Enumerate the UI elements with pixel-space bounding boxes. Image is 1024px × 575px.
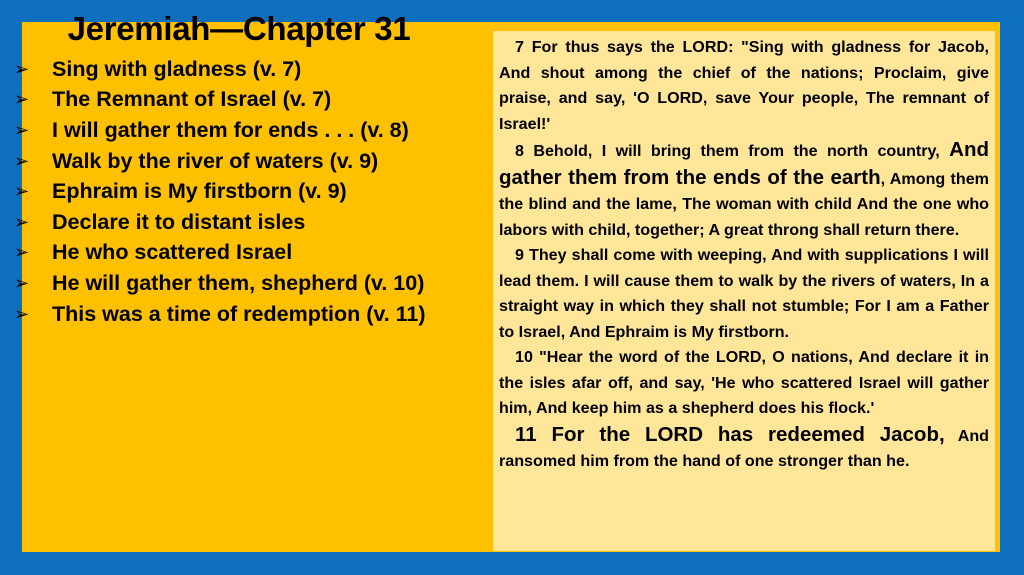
- verse-11-rest: And ransomed him from the hand of one stronger than he.: [499, 426, 989, 470]
- verse-9: 9 They shall come with weeping, And with supplications I will lead them. I will cause them to walk by the rivers of waters, In a straight way in which they shall not stumble; For I am a Father to Israel, And Ephraim is My firstborn.: [499, 246, 989, 341]
- arrow-bullet-icon: ➢: [14, 89, 30, 110]
- bullet-text: He will gather them, shepherd (v. 10): [52, 270, 425, 295]
- bullet-text: I will gather them for ends . . . (v. 8): [52, 117, 409, 142]
- list-item: [14, 115, 426, 146]
- arrow-bullet-icon: ➢: [14, 181, 30, 202]
- arrow-bullet-icon: ➢: [14, 211, 30, 232]
- list-item: [14, 207, 426, 238]
- verse-10: 10 "Hear the word of the LORD, O nations, And declare it in the isles afar off, and say, 'He who scattered Israel will gather him, And keep him as a shepherd does his flock.': [499, 348, 989, 417]
- list-item: [14, 176, 426, 207]
- verse-8-rest: , Among them the blind and the lame, The woman with child And the one who labors with child, together; A great throng shall return there.: [499, 169, 989, 239]
- arrow-bullet-icon: ➢: [14, 150, 30, 171]
- verse-11: [499, 422, 989, 475]
- bullet-text: Ephraim is My firstborn (v. 9): [52, 179, 347, 204]
- list-item: [14, 146, 426, 177]
- verse-7: 7 For thus says the LORD: "Sing with gladness for Jacob, And shout among the chief of the nations; Proclaim, give praise, and say, 'O LORD, save Your people, The remnant of Israel!': [499, 38, 989, 133]
- outline-list: [14, 54, 426, 329]
- bullet-text: Sing with gladness (v. 7): [52, 56, 302, 81]
- bullet-text: The Remnant of Israel (v. 7): [52, 87, 332, 112]
- scripture-panel: [490, 22, 1000, 552]
- list-item: [14, 238, 426, 269]
- bullet-text: Declare it to distant isles: [52, 209, 306, 234]
- verse-8: [499, 137, 989, 243]
- list-item: [14, 299, 426, 330]
- arrow-bullet-icon: ➢: [14, 242, 30, 263]
- verse-11-emphasis: 11 For the LORD has redeemed Jacob,: [515, 422, 945, 446]
- bullet-text: He who scattered Israel: [52, 240, 293, 265]
- arrow-bullet-icon: ➢: [14, 119, 30, 140]
- slide-title: Jeremiah—Chapter 31: [67, 10, 411, 47]
- list-item: [14, 85, 426, 116]
- verse-8-start: 8 Behold, I will bring them from the north country,: [515, 142, 940, 160]
- arrow-bullet-icon: ➢: [14, 272, 30, 293]
- scripture-text-box: [493, 31, 995, 551]
- bullet-text: Walk by the river of waters (v. 9): [52, 148, 379, 173]
- bullet-text: This was a time of redemption (v. 11): [52, 301, 426, 326]
- arrow-bullet-icon: ➢: [14, 303, 30, 324]
- arrow-bullet-icon: ➢: [14, 58, 30, 79]
- verse-8-emphasis: And gather them from the ends of the earth: [499, 138, 989, 189]
- list-item: [14, 54, 426, 85]
- list-item: [14, 268, 426, 299]
